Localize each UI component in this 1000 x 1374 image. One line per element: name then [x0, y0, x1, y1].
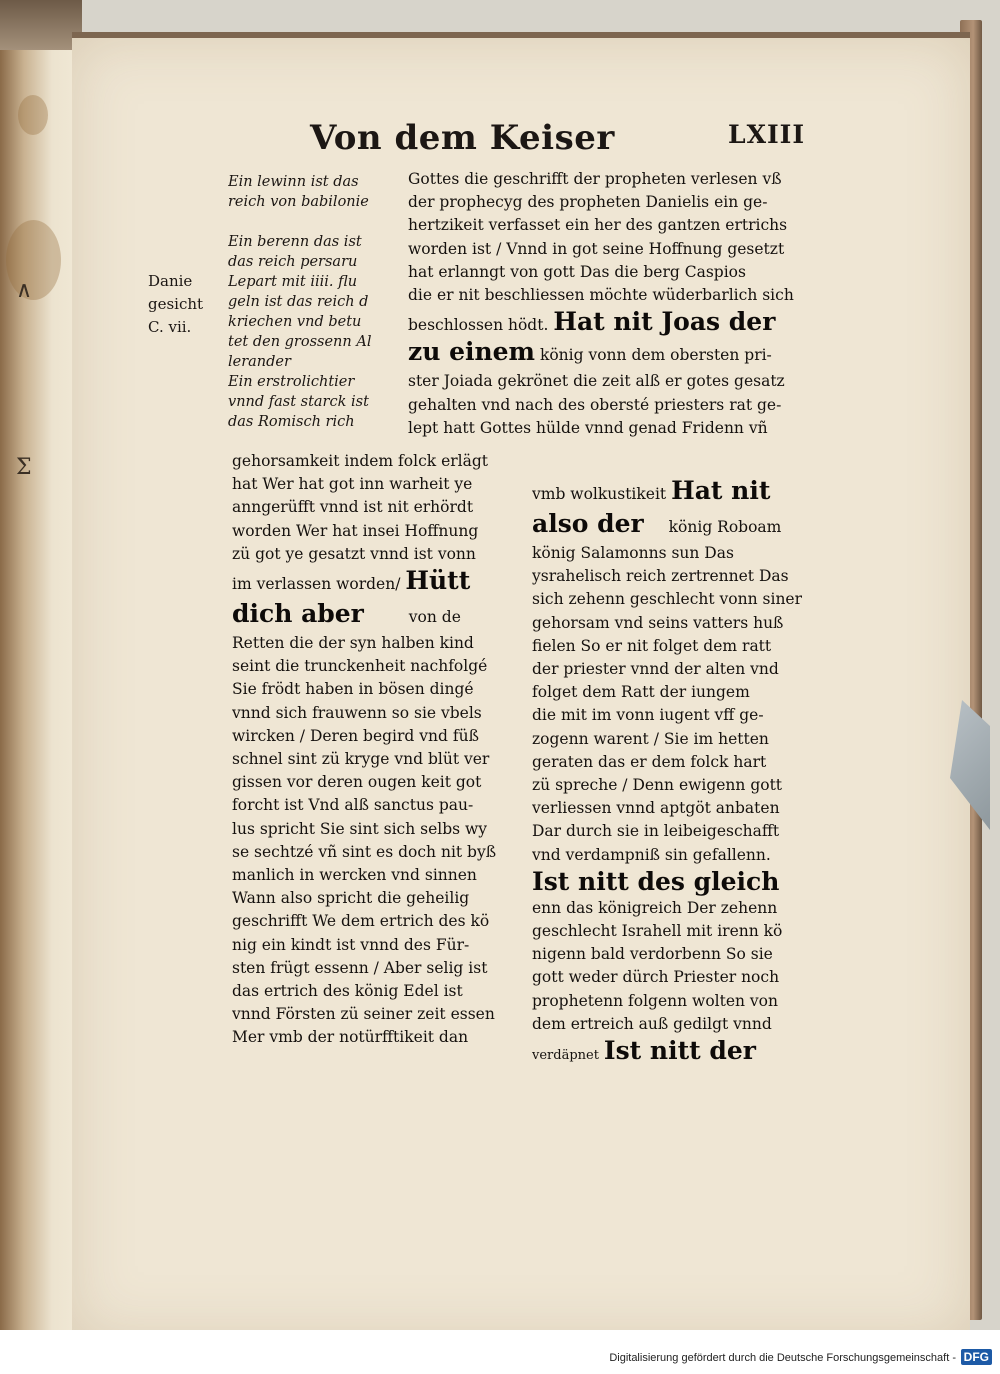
text-line [408, 337, 803, 370]
gloss-line: lerander [228, 354, 291, 370]
text-column-right [532, 476, 802, 1071]
gloss-block [228, 172, 403, 212]
sidenote-line: C. vii. [148, 318, 192, 336]
text-line: der priester vnnd der alten vnd [532, 660, 779, 679]
text-line: Sie frödt haben in bösen dingé [232, 680, 474, 699]
book-binding-left [0, 0, 80, 1330]
gloss-line: Lepart mit iiii. flu [228, 274, 358, 290]
text-line [232, 566, 504, 599]
text-line: gott weder dürch Priester noch [532, 968, 780, 987]
text-line: seint die trunckenheit nachfolgé [232, 657, 488, 676]
text-line: Retten die der syn halben kind [232, 634, 474, 653]
text-line: hat erlanngt von gott Das die berg Caspios [408, 262, 746, 281]
running-head: Von dem Keiser [310, 118, 615, 158]
margin-sidenote [148, 270, 203, 339]
text-fragment: könig vonn dem obersten pri- [539, 346, 772, 365]
heading-text: Hat nit Joas der [553, 307, 776, 337]
gloss-block [228, 232, 403, 432]
sidenote-line: gesicht [148, 295, 204, 313]
gloss-line: das reich persaru [228, 254, 358, 270]
text-fragment: im verlassen worden/ [232, 575, 401, 594]
text-line: geschlecht Israhell mit irenn kö [532, 922, 783, 941]
text-line: ster Joiada gekrönet die zeit alß er gotes gesatz [408, 372, 785, 391]
text-line: hat Wer hat got inn warheit ye [232, 475, 473, 494]
text-line: zogenn warent / Sie im hetten [532, 729, 769, 748]
text-line: sich zehenn geschlecht vonn siner [532, 590, 802, 609]
text-line: vnd verdampniß sin gefallenn. [532, 845, 771, 864]
heading-line: Ist nitt des gleich [532, 866, 780, 896]
text-fragment: verdäpnet [532, 1048, 599, 1064]
text-line: geschrifft We dem ertrich des kö [232, 912, 490, 931]
binding-top-edge [0, 0, 82, 50]
text-line: manlich in wercken vnd sinnen [232, 866, 477, 885]
text-column-top [408, 168, 803, 440]
text-line: Dar durch sie in leibeigeschafft [532, 822, 780, 841]
gloss-line: tet den grossenn Al [228, 334, 372, 350]
text-fragment: beschlossen hödt. [408, 316, 549, 335]
text-line: prophetenn folgenn wolten von [532, 991, 778, 1010]
text-line: gehalten vnd nach des obersté priesters rat ge- [408, 395, 782, 414]
gloss-line: kriechen vnd betu [228, 314, 362, 330]
text-line: der prophecyg des propheten Danielis ein ge- [408, 193, 768, 212]
page-stain [18, 95, 48, 135]
gloss-line: reich von babilonie [228, 194, 369, 210]
text-line: folget dem Ratt der iungem [532, 683, 750, 702]
page-stain [6, 220, 61, 300]
text-line: könig Salamonns sun Das [532, 544, 734, 562]
text-line: vnnd Försten zü seiner zeit essen [232, 1005, 495, 1024]
text-line [532, 476, 802, 509]
text-line: dem ertreich auß gedilgt vnnd [532, 1014, 772, 1033]
text-line [408, 307, 803, 337]
text-line: schnel sint zü kryge vnd blüt ver [232, 750, 490, 769]
text-line: worden ist / Vnnd in got seine Hoffnung gesetzt [408, 239, 785, 258]
text-line: Mer vmb der notürfftikeit dan [232, 1028, 469, 1047]
text-fragment: könig Roboam [668, 518, 782, 536]
text-line: die mit im vonn iugent vff ge- [532, 706, 764, 725]
margin-mark: Σ [16, 455, 32, 480]
text-line: gehorsam vnd seins vatters huß [532, 613, 784, 632]
text-fragment: vmb wolkustikeit [532, 485, 667, 503]
text-line: vnnd sich frauwenn so sie vbels [232, 703, 482, 722]
text-line [532, 1036, 802, 1071]
text-line: wircken / Deren begird vnd füß [232, 726, 479, 745]
text-line: Wann also spricht die geheilig [232, 889, 470, 908]
text-line: zü got ye gesatzt vnnd ist vonn [232, 544, 476, 563]
heading-text: Hat nit [671, 476, 771, 505]
text-line: zü spreche / Denn ewigenn gott [532, 776, 783, 795]
text-line: verliessen vnnd aptgöt anbaten [532, 799, 780, 818]
text-line: forcht ist Vnd alß sanctus pau- [232, 796, 474, 815]
text-line: lus spricht Sie sint sich selbs wy [232, 819, 488, 838]
dfg-logo: DFG [961, 1349, 992, 1365]
text-line: gissen vor deren ougen keit got [232, 773, 482, 792]
heading-text: zu einem [408, 337, 536, 367]
gloss-line: geln ist das reich d [228, 294, 369, 310]
text-line: nigenn bald verdorbenn So sie [532, 945, 773, 964]
heading-text: Hütt [405, 566, 471, 596]
text-line: ysrahelisch reich zertrennet Das [532, 567, 789, 586]
text-line: die er nit beschliessen möchte wüderbarlich sich [408, 286, 794, 305]
text-line: sten frügt essenn / Aber selig ist [232, 958, 488, 977]
text-line: worden Wer hat insei Hoffnung [232, 521, 479, 540]
gloss-line: Ein erstrolichtier [228, 374, 355, 390]
text-line: Gottes die geschrifft der propheten verlesen vß [408, 170, 782, 188]
gloss-line: vnnd fast starck ist [228, 394, 369, 410]
text-line [232, 599, 504, 632]
margin-mark: ∧ [16, 278, 33, 303]
text-column-left [232, 450, 504, 1050]
text-line: fielen So er nit folget dem ratt [532, 636, 772, 655]
sidenote-line: Danie [148, 272, 193, 290]
text-fragment: von de [408, 608, 461, 627]
text-line: das ertrich des könig Edel ist [232, 982, 463, 1001]
text-line: se sechtzé vñ sint es doch nit byß [232, 842, 497, 861]
funding-credit-text: Digitalisierung gefördert durch die Deutsche Forschungsgemeinschaft - [609, 1352, 956, 1364]
heading-text: dich aber [232, 599, 364, 629]
text-line: lept hatt Gottes hülde vnnd genad Fridenn vñ [408, 418, 768, 437]
text-line: hertzikeit verfasset ein her des gantzen ertrichs [408, 216, 788, 235]
folio-number: LXIII [728, 120, 806, 149]
gloss-line: Ein lewinn ist das [228, 174, 359, 190]
gloss-line: das Romisch rich [228, 414, 355, 430]
text-line: nig ein kindt ist vnnd des Für- [232, 935, 470, 954]
heading-text: also der [532, 509, 644, 538]
heading-text: Ist nitt der [603, 1036, 756, 1066]
text-line [532, 509, 802, 542]
text-line: anngerüfft vnnd ist nit erhördt [232, 498, 474, 517]
gloss-line: Ein berenn das ist [228, 234, 362, 250]
text-line: geraten das er dem folck hart [532, 752, 767, 771]
text-line: gehorsamkeit indem folck erlägt [232, 452, 489, 470]
text-line: enn das königreich Der zehenn [532, 898, 778, 917]
